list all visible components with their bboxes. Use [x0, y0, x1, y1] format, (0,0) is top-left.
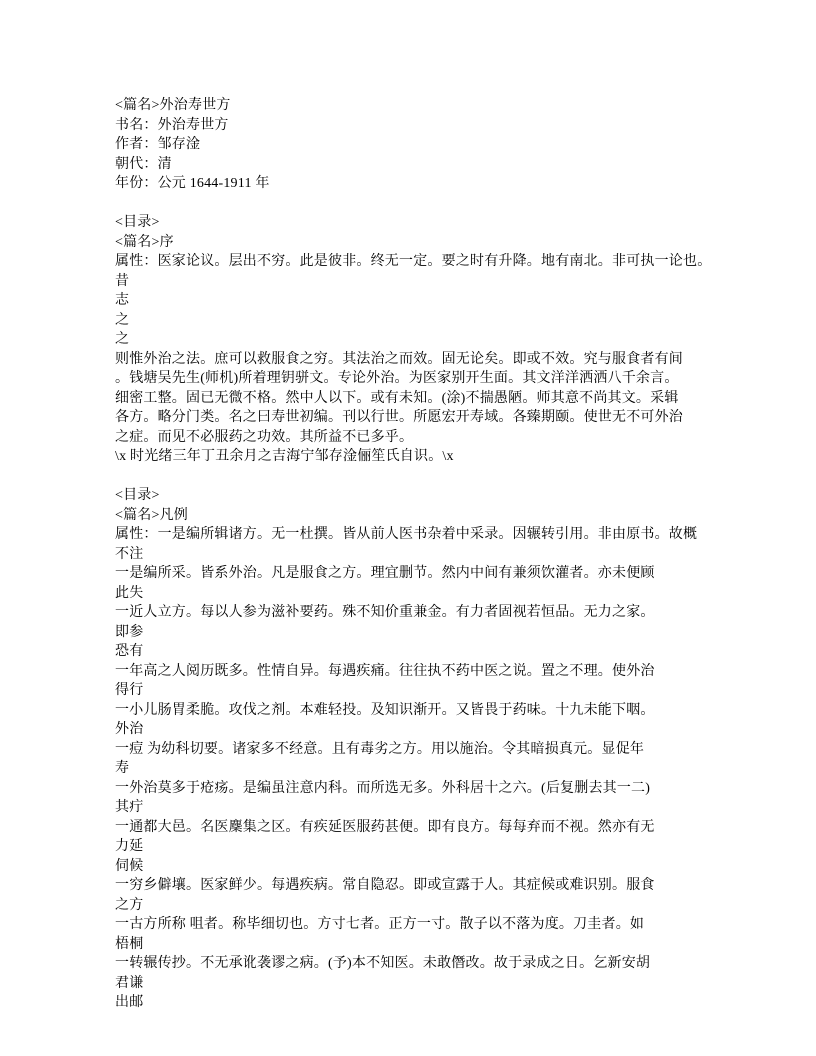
text-line-3: 作者：邹存淦 — [115, 137, 201, 152]
text-line-14: 则惟外治之法。庶可以救服食之穷。其法治之而效。固无论矣。即或不效。究与服食者有间 — [115, 351, 683, 367]
document-lines — [115, 96, 715, 1013]
text-line-44: 梧桐 — [115, 936, 144, 952]
text-line-27: 一近人立方。每以人参为滋补要药。殊不知价重兼金。有力者固视若恒品。无力之家。 — [115, 605, 655, 620]
text-line-2: 书名：外治寿世方 — [115, 117, 229, 133]
text-line-26: 此失 — [115, 585, 144, 601]
text-line-7: <目录> — [115, 215, 160, 230]
text-line-47: 出邮 — [115, 995, 144, 1010]
text-line-34: 一痘 为幼科切要。诸家多不经意。且有毒劣之方。用以施治。令其暗损真元。显促年 — [115, 741, 645, 757]
text-line-11: 志 — [115, 293, 130, 308]
text-line-29: 恐有 — [115, 644, 144, 659]
text-line-20 — [115, 467, 715, 487]
text-line-22: <篇名>凡例 — [115, 507, 188, 523]
text-line-15: 。钱塘吴先生(师机)所着理钥骈文。专论外治。为医家别开生面。其文洋洋洒洒八千余言。 — [115, 371, 679, 386]
text-line-6 — [115, 194, 715, 214]
text-line-30: 一年高之人阅历既多。性情自异。每遇疾痛。往往执不药中医之说。置之不理。使外治 — [115, 663, 655, 679]
text-line-43: 一古方所称 咀者。称毕细切也。方寸七者。正方一寸。散子以不落为度。刀圭者。如 — [115, 917, 645, 932]
text-line-13: 之 — [115, 332, 130, 347]
text-line-4: 朝代：清 — [115, 156, 172, 172]
text-line-31: 得行 — [115, 683, 144, 698]
text-line-42: 之方 — [115, 897, 144, 913]
text-line-41: 一穷乡僻壤。医家鲜少。每遇疾病。常自隐忍。即或宣露于人。其症候或难识别。服食 — [115, 878, 655, 893]
text-line-5: 年份：公元 1644-1911 年 — [115, 176, 270, 191]
text-line-38: 一通都大邑。名医麇集之区。有疾延医服药甚便。即有良方。每每弃而不视。然亦有无 — [115, 819, 655, 835]
text-line-18: 之症。而见不必服药之功效。其所益不已多乎。 — [115, 429, 414, 445]
text-line-12: 之 — [115, 312, 130, 328]
text-line-40: 伺候 — [115, 858, 144, 874]
text-line-25: 一是编所采。皆系外治。凡是服食之方。理宜删节。然内中间有兼须饮灌者。亦未便顾 — [115, 566, 655, 581]
text-line-36: 一外治莫多于疮疡。是编虽注意内科。而所选无多。外科居十之六。(后复删去其一二) — [115, 780, 651, 796]
text-line-8: <篇名>序 — [115, 234, 174, 250]
text-line-39: 力延 — [115, 839, 144, 854]
text-line-10: 昔 — [115, 273, 130, 289]
text-line-16: 细密工整。固已无微不格。然中人以下。或有未知。(涂)不揣愚陋。师其意不尚其文。采辑 — [115, 390, 679, 406]
text-line-17: 各方。略分门类。名之曰寿世初编。刊以行世。所愿宏开寿域。各臻期颐。使世无不可外治 — [115, 410, 683, 425]
text-line-23: 属性：一是编所辑诸方。无一杜撰。皆从前人医书杂着中采录。因辗转引用。非由原书。故概 — [115, 527, 698, 542]
text-line-1: <篇名>外治寿世方 — [115, 98, 231, 113]
text-line-9: 属性：医家论议。层出不穷。此是彼非。终无一定。要之时有升降。地有南北。非可执一论也。 — [115, 254, 712, 269]
text-line-45: 一转辗传抄。不无承讹袭谬之病。(予)本不知医。未敢僭改。故于录成之日。乞新安胡 — [115, 956, 651, 971]
text-line-19: \x 时光绪三年丁丑余月之吉海宁邹存淦俪笙氏自识。\x — [115, 449, 454, 464]
text-line-35: 寿 — [115, 761, 130, 776]
text-line-37: 其疔 — [115, 800, 144, 815]
text-line-46: 君谦 — [115, 975, 144, 991]
text-line-24: 不注 — [115, 546, 144, 562]
text-line-28: 即参 — [115, 624, 144, 640]
text-line-21: <目录> — [115, 488, 160, 503]
text-line-33: 外治 — [115, 722, 144, 737]
text-line-32: 一小儿肠胃柔脆。攻伐之剂。本难轻投。及知识渐开。又皆畏于药味。十九未能下咽。 — [115, 702, 655, 718]
